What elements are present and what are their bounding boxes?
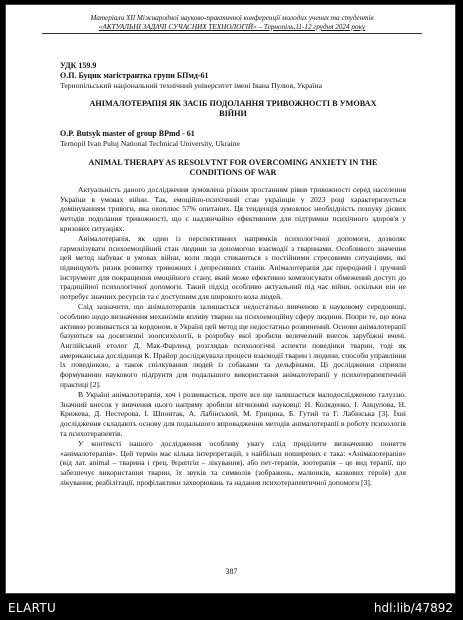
header-line-1: Матеріали ХІІ Міжнародної науково-практичної конференції молодих учених та студентів	[90, 14, 374, 22]
paragraph: Слід зазначити, що анімалотерапія залишається недостатньо вивченою в науковому середовищі, особливо щодо визначення механізмів впливу тварин на психоемоційну сферу людини. Попри те, що вона активно розвивається за кордоном, в Україні цей метод ще недостатньо розвинений. Основи анімалотерапії базуються на досягненні зоопсихології, в розробку якої зробили величезний внесок зарубіжні вчені. Англійський етолог Д. Мак-Фарленд розглядав психологічні аспекти поведінки тварин, тоді як американська дослідниця К. Прайор досліджувала процеси взаємодії тварин і людини, способи управління їх поведінкою, а також спілкування людей із собаками та дельфінами. Ці дослідження сприяли формуванню наукового підґрунтя для подальшого використання анімалотерапії у психотерапевтичній практиці [2].	[60, 302, 406, 389]
paragraph: Анімалотерапія, як один із перспективних напрямків психологічної допомоги, дозволяє гармонізувати психоемоційний стан людини за допомогою взаємодії з тваринами. Особливого значення цей метод набуває в умовах війни, коли люди стикаються з постійними стресовими ситуаціями, які підвищують ризик розвитку тривожних і депресивних станів. Анімалотерапія дає природний і зручний інструмент для покращення емоційного стану, який може ефективно компенсувати обмежений доступ до традиційної психологічної допомоги. Такий підхід особливо актуальний під час війни, оскільки він не потребує значних ресурсів та є доступним для широкого кола людей.	[60, 233, 406, 302]
udk-code: УДК 159.9	[60, 61, 97, 70]
paragraph: У контексті нашого дослідження особливу увагу слід приділити визначенню поняття «анімалотерапія». Цей термін має кілька інтерпретацій, з найбільш поширених є така: «Анімалотерапія» (від лат. animal – тварина і грец. θεραπεία – лікування), або пет-терапія, зоотерапія – це вид терапії, що забезпечує використання тварин, їх звуків та символів (зображень, малюнків, казкових героїв) для лікування, реабілітації, профілактики захворювань та надання психотерапевтичної допомоги [3].	[60, 438, 406, 487]
repository-name: ELARTU	[8, 601, 57, 615]
footer-bar	[0, 595, 463, 620]
affiliation-uk: Тернопільський національний технічний університет імені Івана Пулюя, Україна	[60, 81, 322, 90]
page-number: 387	[225, 567, 238, 576]
article-body	[60, 185, 406, 488]
title-uk: АНІМАЛОТЕРАПІЯ ЯК ЗАСІБ ПОДОЛАННЯ ТРИВОЖНОСТІ В УМОВАХ ВІЙНИ	[89, 99, 377, 118]
title-en: ANIMAL THERAPY AS RESOLVTNT FOR OVERCOMING ANXIETY IN THE CONDITIONS OF WAR	[88, 158, 378, 177]
header-rule	[42, 33, 422, 34]
document-page	[5, 4, 456, 594]
paragraph: Актуальність даного дослідження зумовлена різким зростанням рівня тривожності серед населення України в умовах війни. Так, емоційно-психічний стан українців у 2023 році характеризується домінуванням тривоги, яка охоплює 57% опитаних. Ця тенденція зумовлює необхідність пошуку дієвих методів подолання тривожності, що є надзвичайно ефективним для підтримки психічного здоров'я у кризових ситуаціях.	[60, 185, 406, 233]
conference-header	[42, 14, 422, 32]
author-en: O.P. Butsyk master of group BPmd - 61	[60, 129, 195, 138]
affiliation-en: Ternopil Ivan Puluj National Technical University, Ukraine	[60, 139, 240, 148]
handle-link[interactable]: hdl:lib/47892	[373, 601, 453, 615]
author-uk: О.П. Буцик магістрантка групи БПмд-61	[60, 71, 209, 80]
header-line-2: «АКТУАЛЬНІ ЗАДАЧІ СУЧАСНИХ ТЕХНОЛОГІЙ» – Тернопіль,11-12 грудня 2024 року	[98, 23, 366, 31]
paragraph: В Україні анімалотерапія, хоч і розвивається, проте все ще залишається малодослідженою галуззю. Значний внесок у вивчення цього напряму зробили вітчизняні науковці: Н. Коляденко, І. Анцупова, Н. Крижева, Д. Нестерова, І. Шпонтак, А. Лабінський, М. Грицина, Б. Гутий та Г. Лабінська [3]. Їхні дослідження складають основу для подальшого впровадження методів анімалотерапії в роботу психологів та психотерапевтів.	[60, 389, 406, 438]
